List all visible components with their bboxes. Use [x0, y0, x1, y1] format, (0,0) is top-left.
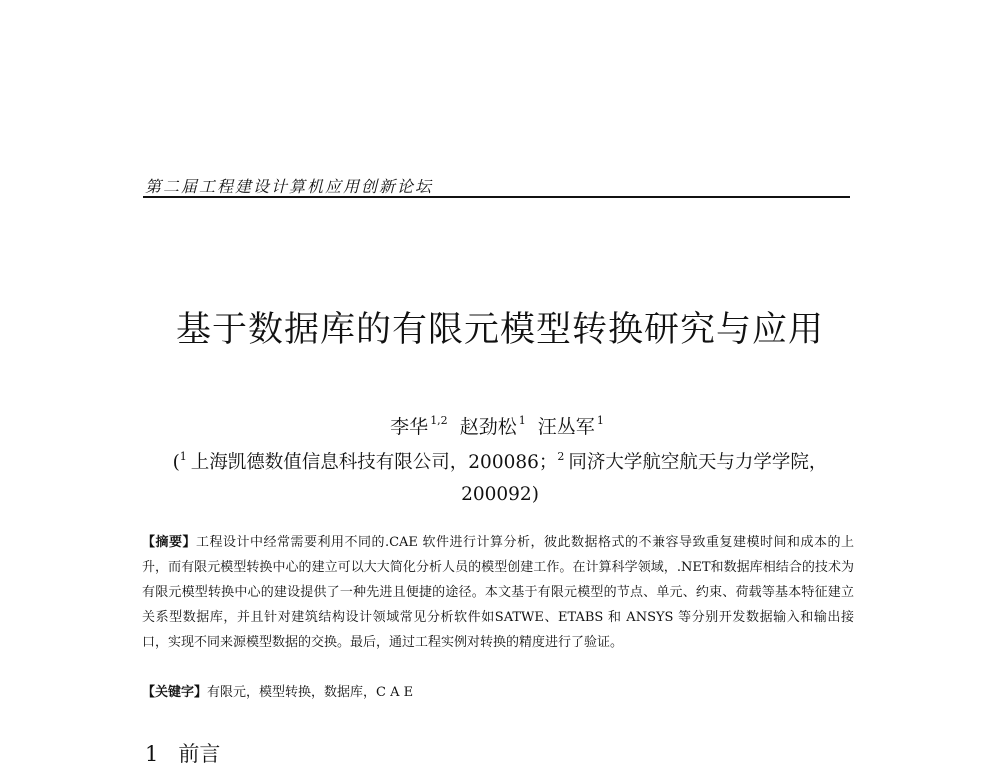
abstract [142, 530, 854, 655]
keywords-label: 【关键字】 [142, 685, 208, 700]
author-affil-mark: 1,2 [430, 414, 448, 427]
abstract-text: 工程设计中经常需要利用不同的.CAE 软件进行计算分析，彼此数据格式的不兼容导致重复建模时间和成本的上升，而有限元模型转换中心的建立可以大大简化分析人员的模型创建工作。在计算科学领域，.NET和数据库相结合的技术为有限元模型转换中心的建设提供了一种先进且便捷的途径。本文基于有限元模型的节点、单元、约束、荷载等基本特征建立关系型数据库，并且针对建筑结构设计领域常见分析软件如SATWE、ETABS 和 ANSYS 等分别开发数据输入和输出接口，实现不同来源模型数据的交换。最后，通过工程实例对转换的精度进行了验证。 [142, 535, 854, 650]
author-name: 赵劲松 [459, 416, 517, 438]
affiliation-1: 上海凯德数值信息科技有限公司，200086； [190, 452, 558, 473]
header-rule [143, 196, 850, 198]
section-heading [145, 738, 220, 768]
author-name: 李华 [390, 416, 429, 438]
section-title: 前言 [178, 742, 221, 766]
paren-open: ( [172, 452, 180, 473]
author-affil-mark: 1 [518, 414, 526, 427]
running-title: 第二届工程建设计算机应用创新论坛 [145, 177, 434, 196]
affiliation-2: 同济大学航空航天与力学学院，200092 [461, 452, 828, 505]
abstract-label: 【摘要】 [142, 535, 196, 550]
keywords [142, 681, 413, 700]
affil-mark: 1 [179, 450, 187, 463]
author-affil-mark: 1 [596, 414, 604, 427]
keywords-text: 有限元，模型转换，数据库，C A E [207, 685, 414, 700]
author-name: 汪丛军 [537, 416, 595, 438]
paper-title: 基于数据库的有限元模型转换研究与应用 [175, 310, 824, 350]
section-number: 1 [145, 742, 159, 766]
affiliations [140, 441, 860, 511]
affil-mark: 2 [557, 450, 565, 463]
paren-close: ) [531, 484, 539, 505]
author-list [0, 412, 1000, 439]
